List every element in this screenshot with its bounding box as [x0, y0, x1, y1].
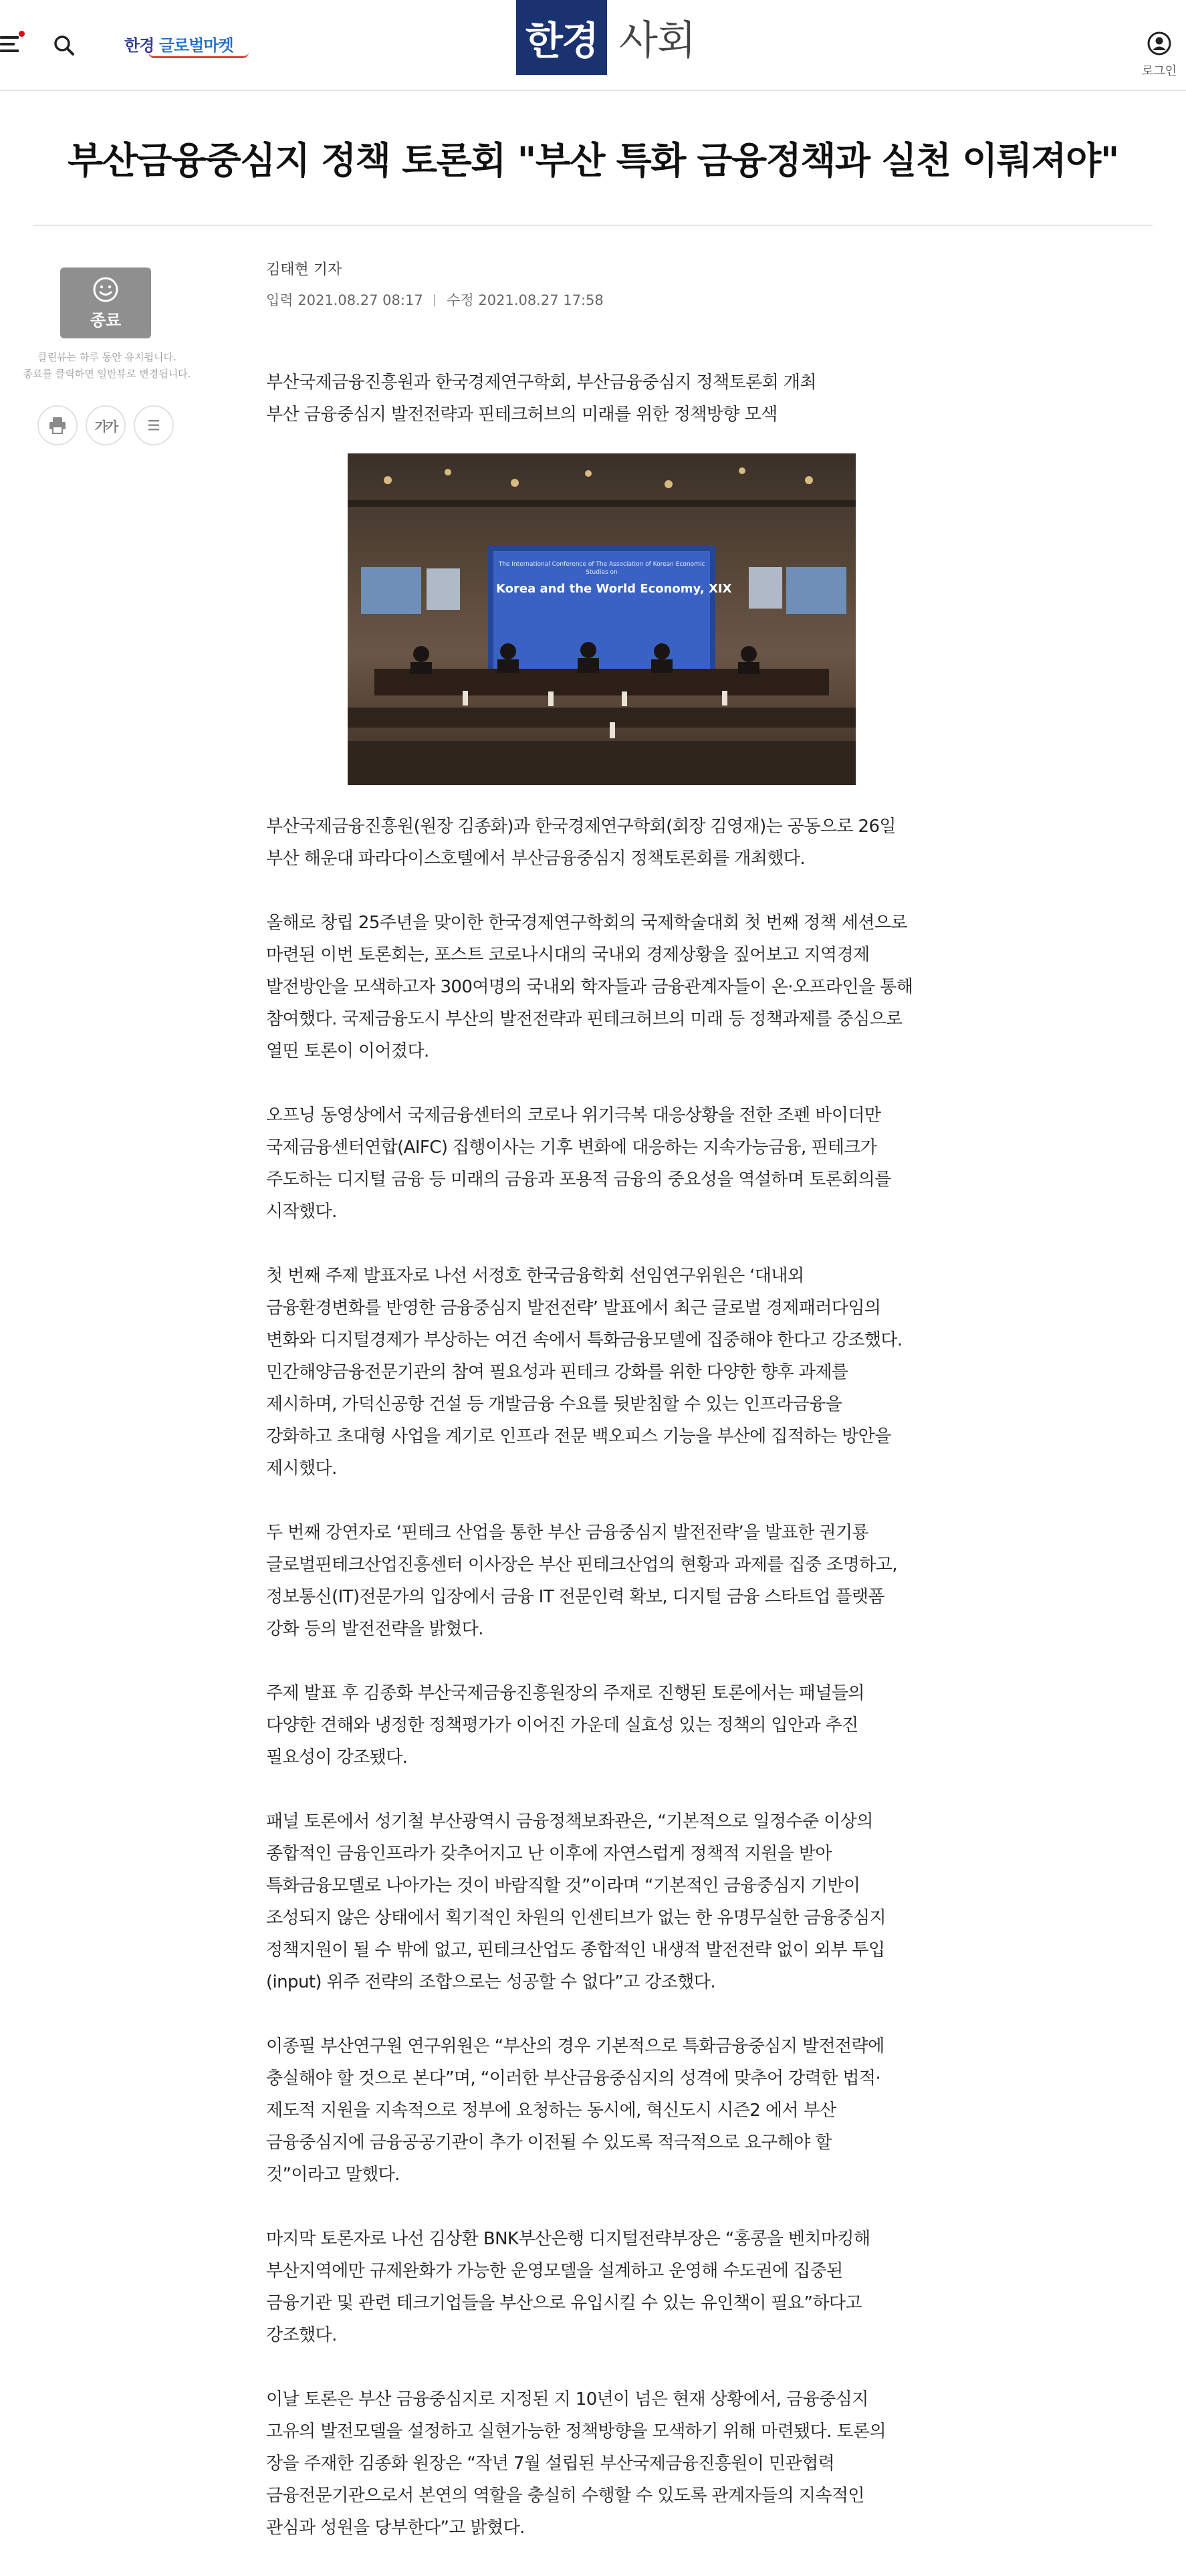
user-icon [1147, 31, 1172, 56]
modified-date: 2021.08.27 17:58 [478, 292, 604, 308]
photo-banner-text: The International Conference of The Association of Korean Economic Studies on [498, 561, 705, 576]
paragraph-line: 금융중심지에 금융공공기관이 추가 이전될 수 있도록 적극적으로 요구해야 할 [266, 2133, 832, 2153]
paragraph-line: 것”이라고 말했다. [266, 2165, 400, 2185]
section-name: 사회 [619, 17, 695, 64]
published-date: 2021.08.27 08:17 [298, 292, 423, 308]
print-button[interactable] [37, 405, 78, 445]
paragraph-line: 참여했다. 국제금융도시 부산의 발전전략과 핀테크허브의 미래 등 정책과제를 중심으로 [266, 1009, 903, 1029]
paragraph-line: 변화와 디지털경제가 부상하는 여건 속에서 특화금융모델에 집중해야 한다고 강조했다. [266, 1330, 903, 1350]
font-size-button[interactable] [86, 405, 126, 445]
article-paragraph [266, 2030, 935, 2191]
article-paragraph [266, 1806, 935, 1998]
paragraph-line: 특화금융모델로 나아가는 것이 바람직할 것”이라며 “기본적인 금융중심지 기반이 [266, 1876, 860, 1896]
article-body [266, 366, 935, 2576]
print-icon [47, 415, 68, 435]
article-headline: 부산금융중심지 정책 토론회 "부산 특화 금융정책과 실천 이뤄져야" [68, 138, 1118, 182]
menu-icon[interactable] [0, 35, 23, 55]
font-size-icon: 가가 [94, 418, 117, 435]
site-header [0, 0, 1186, 91]
paragraph-line: 제시하며, 가덕신공항 건설 등 개발금융 수요를 뒷받침할 수 있는 인프라금융을 [266, 1394, 842, 1414]
paragraph-line: 첫 번째 주제 발표자로 나선 서정호 한국금융학회 선임연구위원은 ‘대내외 [266, 1266, 804, 1286]
paragraph-line: 장을 주재한 김종화 원장은 “작년 7월 설립된 부산국제금융진흥원이 민관협력 [266, 2454, 835, 2474]
list-icon [145, 417, 162, 434]
paragraph-line: 마련된 이번 토론회는, 포스트 코로나시대의 국내외 경제상황을 짚어보고 지역경제 [266, 945, 870, 965]
paragraph-line: 올해로 창립 25주년을 맞이한 한국경제연구학회의 국제학술대회 첫 번째 정책 세션으로 [266, 913, 907, 933]
paragraph-line: 부산국제금융진흥원(원장 김종화)과 한국경제연구학회(회장 김영재)는 공동으로 26일 [266, 817, 896, 837]
paragraph-line: 주도하는 디지털 금융 등 미래의 금융과 포용적 금융의 중요성을 역설하며 토론회의를 [266, 1170, 891, 1190]
paragraph-line: 관심과 성원을 당부한다”고 밝혔다. [266, 2518, 525, 2538]
paragraph-line: 강조했다. [266, 2325, 337, 2345]
article-paragraph [266, 2383, 935, 2544]
byline [266, 258, 604, 310]
paragraph-line: 마지막 토론자로 나선 김상환 BNK부산은행 디지털전략부장은 “홍콩을 벤치마킹해 [266, 2229, 870, 2249]
paragraph-line: 고유의 발전모델을 설정하고 실현가능한 정책방향을 모색하기 위해 마련됐다. 토론의 [266, 2422, 886, 2442]
paragraph-line: 부산지역에만 규제완화가 가능한 운영모델을 설계하고 운영해 수도권에 집중된 [266, 2261, 843, 2281]
brand-name: 한경 [516, 0, 607, 75]
article-paragraph [266, 1260, 935, 1485]
paragraph-line: 충실해야 할 것으로 본다”며, “이러한 부산금융중심지의 성격에 맞추어 강력한 법적· [266, 2068, 881, 2088]
paragraph-line: 두 번째 강연자로 ‘핀테크 산업을 통한 부산 금융중심지 발전전략’을 발표한 권기룡 [266, 1523, 869, 1543]
paragraph-line: 금융기관 및 관련 테크기업들을 부산으로 유입시킬 수 있는 유인책이 필요”하다고 [266, 2293, 862, 2313]
article-dates: 입력 2021.08.27 08:17 수정 2021.08.27 17:58 [266, 292, 604, 308]
paragraph-line: 글로벌핀테크산업진흥센터 이사장은 부산 핀테크산업의 현황과 과제를 집중 조명하고, [266, 1555, 897, 1575]
paragraph-line: 금융환경변화를 반영한 금융중심지 발전전략’ 발표에서 최근 글로벌 경제패러다임의 [266, 1298, 881, 1318]
global-market-logo[interactable]: 한경 글로벌마켓 [124, 32, 233, 55]
paragraph-line: 조성되지 않은 상태에서 획기적인 차원의 인센티브가 없는 한 유명무실한 금융중심지 [266, 1908, 886, 1928]
paragraph-line: 제도적 지원을 지속적으로 정부에 요청하는 동시에, 혁신도시 시즌2 에서 부산 [266, 2101, 836, 2121]
article-subhead: 부산 금융중심지 발전전략과 핀테크허브의 미래를 위한 정책방향 모색 [266, 405, 778, 425]
article-paragraph [266, 1099, 935, 1228]
brand-logo[interactable] [516, 0, 695, 75]
article-paragraph [266, 1677, 935, 1774]
article-subhead: 부산국제금융진흥원과 한국경제연구학회, 부산금융중심지 정책토론회 개최 [266, 372, 816, 393]
end-cleanview-button[interactable] [60, 267, 151, 338]
article-paragraphs [266, 811, 935, 2544]
paragraph-line: 발전방안을 모색하고자 300여명의 국내외 학자들과 금융관계자들이 온·오프라인을 통해 [266, 977, 913, 997]
paragraph-line: 주제 발표 후 김종화 부산국제금융진흥원장의 주재로 진행된 토론에서는 패널들의 [266, 1683, 864, 1703]
paragraph-line: 이날 토론은 부산 금융중심지로 지정된 지 10년이 넘은 현재 상황에서, 금융중심지 [266, 2389, 868, 2409]
paragraph-line: (input) 위주 전략의 조합으로는 성공할 수 없다”고 강조했다. [266, 1972, 715, 1992]
paragraph-line: 필요성이 강조됐다. [266, 1747, 408, 1767]
search-icon[interactable] [52, 33, 76, 58]
paragraph-line: 정보통신(IT)전문가의 입장에서 금융 IT 전문인력 확보, 디지털 금융 스타트업 플랫폼 [266, 1587, 884, 1607]
paragraph-line: 민간해양금융전문기관의 참여 필요성과 핀테크 강화를 위한 다양한 향후 과제를 [266, 1362, 848, 1382]
paragraph-line: 강화하고 초대형 사업을 계기로 인프라 전문 백오피스 기능을 부산에 집적하는 방안을 [266, 1426, 891, 1446]
smile-icon [92, 276, 119, 303]
login-label: 로그인 [1141, 64, 1177, 78]
paragraph-line: 오프닝 동영상에서 국제금융센터의 코로나 위기극복 대응상황을 전한 조펜 바이더만 [266, 1105, 881, 1125]
article-paragraph [266, 2223, 935, 2351]
end-button-label: 종료 [90, 310, 122, 330]
paragraph-line: 강화 등의 발전전략을 밝혔다. [266, 1619, 483, 1639]
paragraph-line: 종합적인 금융인프라가 갖추어지고 난 이후에 자연스럽게 정책적 지원을 받아 [266, 1844, 832, 1864]
paragraph-line: 패널 토론에서 성기철 부산광역시 금융정책보좌관은, “기본적으로 일정수준 이상의 [266, 1812, 873, 1832]
headline-area [33, 90, 1153, 226]
article-paragraph [266, 811, 935, 875]
paragraph-line: 이종필 부산연구원 연구위원은 “부산의 경우 기본적으로 특화금융중심지 발전전략에 [266, 2036, 884, 2056]
paragraph-line: 시작했다. [266, 1202, 337, 1222]
cleanview-note: 클린뷰는 하루 동안 유지됩니다. 종료를 클릭하면 일반뷰로 변경됩니다. [23, 351, 191, 380]
article-photo [348, 453, 856, 785]
paragraph-line: 다양한 견해와 냉정한 정책평가가 이어진 가운데 실효성 있는 정책의 입안과 추진 [266, 1715, 858, 1735]
article-paragraph [266, 1517, 935, 1645]
login-button[interactable] [1133, 31, 1186, 79]
paragraph-line: 국제금융센터연합(AIFC) 집행이사는 기후 변화에 대응하는 지속가능금융, 핀테크가 [266, 1138, 877, 1158]
paragraph-line: 부산 해운대 파라다이스호텔에서 부산금융중심지 정책토론회를 개최했다. [266, 849, 805, 869]
list-button[interactable] [134, 405, 174, 445]
paragraph-line: 정책지원이 될 수 밖에 없고, 핀테크산업도 종합적인 내생적 발전전략 없이 외부 투입 [266, 1940, 885, 1960]
paragraph-line: 금융전문기관으로서 본연의 역할을 충실히 수행할 수 있도록 관계자들의 지속적인 [266, 2486, 864, 2506]
photo-banner-title: Korea and the World Economy, XIX [496, 582, 732, 596]
article-paragraph [266, 907, 935, 1067]
notification-dot [19, 31, 25, 37]
reporter-name[interactable]: 김태현 기자 [266, 261, 342, 278]
paragraph-line: 제시했다. [266, 1459, 337, 1479]
paragraph-line: 열띤 토론이 이어졌다. [266, 1041, 429, 1061]
